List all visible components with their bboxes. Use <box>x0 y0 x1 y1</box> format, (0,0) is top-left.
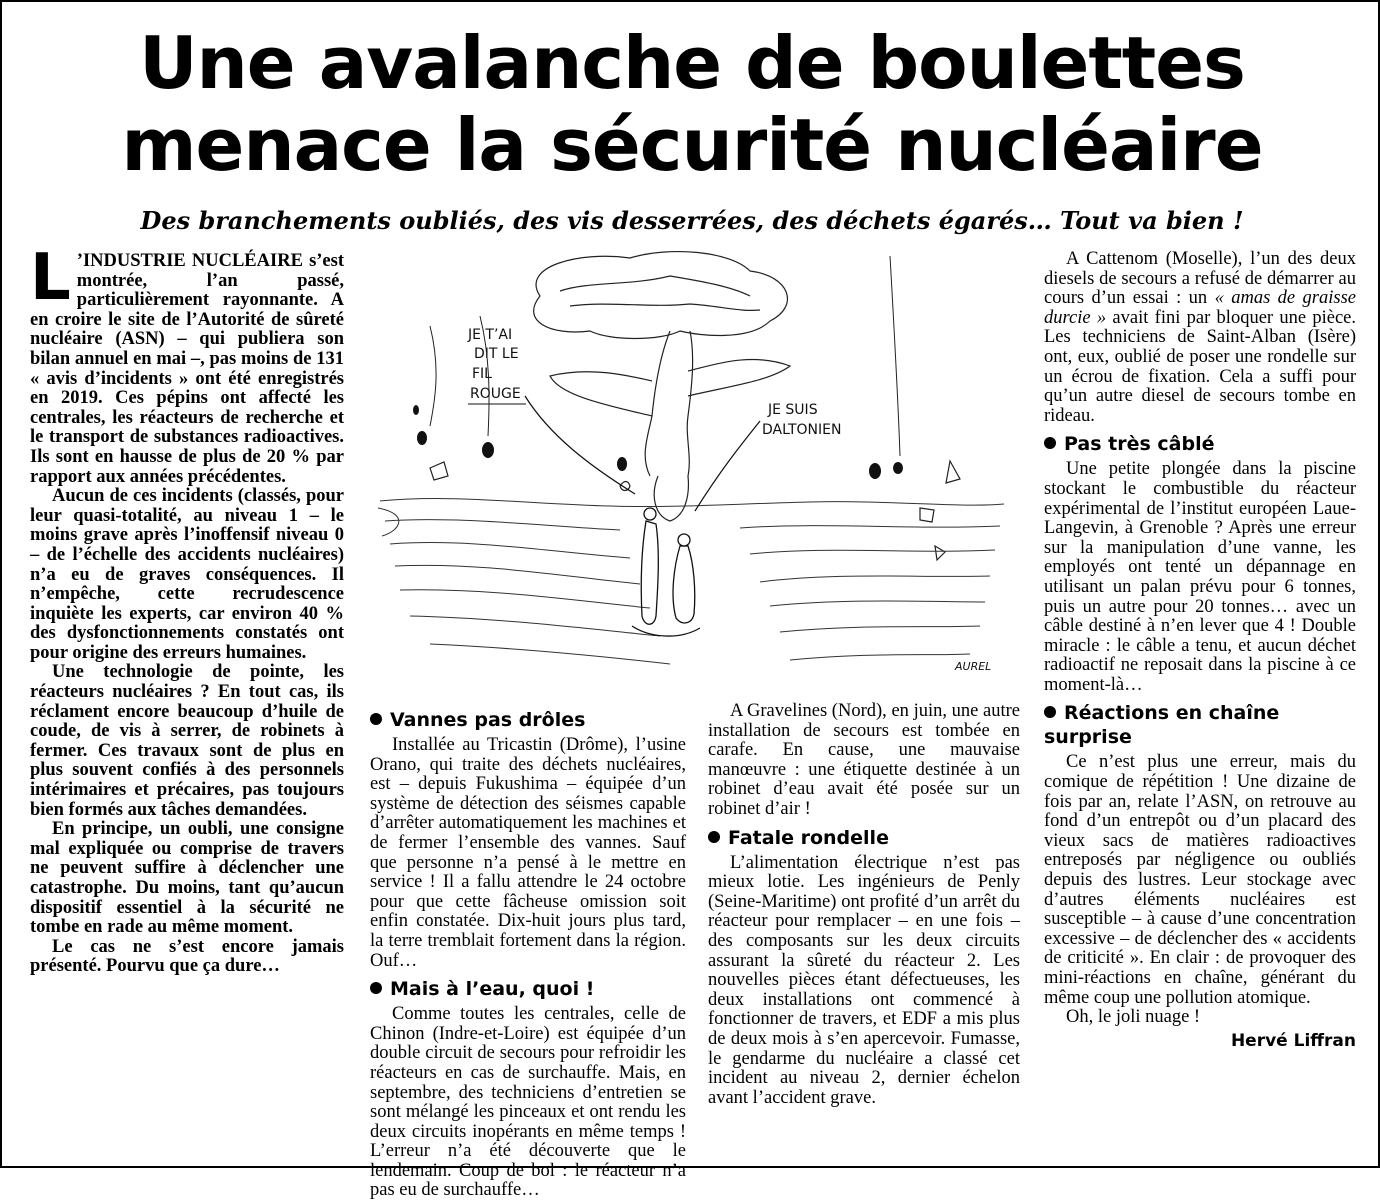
lead-paragraph-2: Aucun de ces incidents (classés, pour leur quasi-totalité, au niveau 1 – le moins grave après l’inoffensif niveau 0 – de l’échelle des accidents nucléaires) n’a eu de graves conséquences. Il n’empêche, cette recrudescence inquiète les experts, car environ 40 % des dysfonctionnements constatés ont pour origine des erreurs humaines. <box>30 486 344 663</box>
column-3 <box>708 702 1020 1108</box>
headline <box>12 22 1372 186</box>
bubble-1-line-2: DIT LE <box>474 346 519 362</box>
lead-smallcaps: ’INDUSTRIE NUCLÉAIRE <box>76 251 303 271</box>
lead-paragraph-4: En principe, un oubli, une consigne mal expliquée ou comprise de travers ne peuvent suffire à déclencher une catastrophe. Du moins, tant qu’aucun dispositif essentiel à la sécurité ne tombe en rade au même moment. <box>30 819 344 938</box>
section-cable-paragraph: Une petite plongée dans la piscine stockant le combustible du réacteur expérimental de l’institut européen Laue-Langevin, à Grenoble ? Après une erreur sur la manipulation d’une vanne, les employés ont tenté un dépannage en utilisant un palan prévu pour 6 tonnes, puis un autre pour 20 tonnes… avec un câble destiné à n’en lever que 4 ! Double miracle : le câble a tenu, et aucun déchet radioactif ne reposait dans la piscine à ce moment-là… <box>1044 459 1356 695</box>
bubble-2-line-2: DALTONIEN <box>762 422 842 438</box>
lead-text: s’est montrée, l’an passé, particulièrement rayonnante. A en croire le site de l’Autorité de sûreté nucléaire (ASN) – qui publiera son bilan annuel en mai –, pas moins de 131 « avis d’incidents » ont été enregistrés en 2019. Ces pépins ont affecté les centrales, les réacteurs de recherche et le transport de substances radioactives. Ils sont en hausse de plus de 20 % par rapport aux années précédentes. <box>30 251 344 487</box>
column-2 <box>370 702 686 1201</box>
section-reactions-title: Réactions en chaîne surprise <box>1044 702 1280 749</box>
cartoonist-signature: AUREL <box>955 660 992 673</box>
section-reactions-heading <box>1044 701 1356 749</box>
section-cable-title: Pas très câblé <box>1064 433 1215 456</box>
section-rondelle-paragraph-2 <box>1044 250 1356 426</box>
bubble-2-line-1: JE SUIS <box>768 402 818 418</box>
column-4 <box>1044 250 1356 1051</box>
section-eau-paragraph-2: A Gravelines (Nord), en juin, une autre installation de secours est tombée en carafe. En cause, une mauvaise manœuvre : une étiquette destinée à un robinet d’eau avait été posée sur un robinet d’air ! <box>708 701 1020 819</box>
section-vannes-title: Vannes pas drôles <box>390 709 586 731</box>
bullet-icon <box>1044 706 1056 718</box>
section-reactions-paragraph-1: Ce n’est plus une erreur, mais du comique de répétition ! Une dizaine de fois par an, relate l’ASN, on retrouve au fond d’un entrepôt ou d’un placard des vieux sacs de matières radioactives entreposés par négligence ou oubliés depuis des lustres. Leur stockage avec d’autres éléments nucléaires est susceptible – à cause d’une concentration excessive – de déclencher des « accidents de criticité ». En clair : de provoquer des mini-réactions en chaîne, générant du même coup une pollution atomique. <box>1044 752 1356 1008</box>
subheadline: Des branchements oubliés, des vis desserrées, des déchets égarés… Tout va bien ! <box>140 206 1244 235</box>
bubble-1-line-1: JE T’AI <box>468 327 513 343</box>
bubble-1-line-4: ROUGE <box>470 386 521 402</box>
bullet-icon <box>708 831 720 843</box>
lead-column <box>30 241 344 977</box>
bullet-icon <box>370 982 382 994</box>
author-byline: Hervé Liffran <box>1230 1030 1356 1051</box>
rondelle-quote: « amas de graisse durcie » <box>1044 288 1356 328</box>
bullet-icon <box>1044 437 1056 449</box>
section-cable-heading <box>1044 432 1356 456</box>
section-vannes-paragraph: Installée au Tricastin (Drôme), l’usine Orano, qui traite des déchets nucléaires, est – depuis Fukushima – équipée d’un système de détection des séismes capable d’arrêter automatiquement les machines et de fermer l’ensemble des vannes. Sauf que personne n’a pensé à le mettre en service ! Il a fallu attendre le 24 octobre pour que cette fâcheuse omission soit enfin constatée. Dix-huit jours plus tard, la terre tremblait fortement dans la région. Ouf… <box>370 735 686 971</box>
cartoon-illustration <box>370 246 1014 692</box>
lead-paragraph-5: Le cas ne s’est encore jamais présenté. Pourvu que ça dure… <box>30 936 344 977</box>
section-rondelle-heading <box>708 826 1020 850</box>
headline-line-2: menace la sécurité nucléaire <box>121 103 1263 187</box>
lead-paragraph-3: Une technologie de pointe, les réacteurs nucléaires ? En tout cas, ils réclament encore beaucoup d’huile de coude, de vis à serrer, de robinets à fermer. Ces travaux sont de plus en plus souvent confiés à des personnels intérimaires et précaires, pas toujours bien formés aux tâches demandées. <box>30 662 344 820</box>
bullet-icon <box>370 713 382 725</box>
section-rondelle-title: Fatale rondelle <box>728 826 889 849</box>
section-eau-paragraph-1: Comme toutes les centrales, celle de Chinon (Indre-et-Loire) est équipée d’un double circuit de secours pour refroidir les réacteurs en cas de surchauffe. Mais, en septembre, des techniciens d’entretien se sont mélangé les pinceaux et ont rendu les deux circuits inopérants en même temps ! L’erreur n’a été découverte que le lendemain. Coup de bol : le réacteur n’a pas eu de surchauffe… <box>370 1004 686 1201</box>
headline-line-1: Une avalanche de boulettes <box>139 21 1245 105</box>
section-vannes-heading <box>370 708 686 732</box>
rondelle-text-b: avait fini par bloquer une pièce. Les techniciens de Saint-Alban (Isère) ont, eux, oublié de poser une rondelle sur un écrou de fixation. Cela a suffi pour qu’un autre diesel de secours tombe en rideau. <box>1044 307 1357 426</box>
section-eau-heading <box>370 977 686 1001</box>
section-reactions-paragraph-2: Oh, le joli nuage ! <box>1066 1007 1201 1028</box>
section-rondelle-paragraph-1: L’alimentation électrique n’est pas mieux lotie. Les ingénieurs de Penly (Seine-Maritime) ont profité d’un arrêt du réacteur pour remplacer – en une fois – des composants sur les deux circuits assurant la sûreté du réacteur 2. Les nouvelles pièces étant défectueuses, les deux installations ont commencé à fonctionner de travers, et EDF a mis plus de deux mois à s’en apercevoir. Fumasse, le gendarme du nucléaire a classé cet incident au niveau 2, dernier échelon avant l’accident grave. <box>708 852 1020 1108</box>
drop-cap: L <box>30 241 71 315</box>
lead-paragraph-1 <box>30 241 344 487</box>
rondelle-text-a: A Cattenom (Moselle), l’un des deux diesels de secours a refusé de démarrer au cours d’un essai : un <box>1044 249 1356 309</box>
section-eau-title: Mais à l’eau, quoi ! <box>390 978 595 1001</box>
bubble-1-line-3: FIL <box>472 366 492 382</box>
